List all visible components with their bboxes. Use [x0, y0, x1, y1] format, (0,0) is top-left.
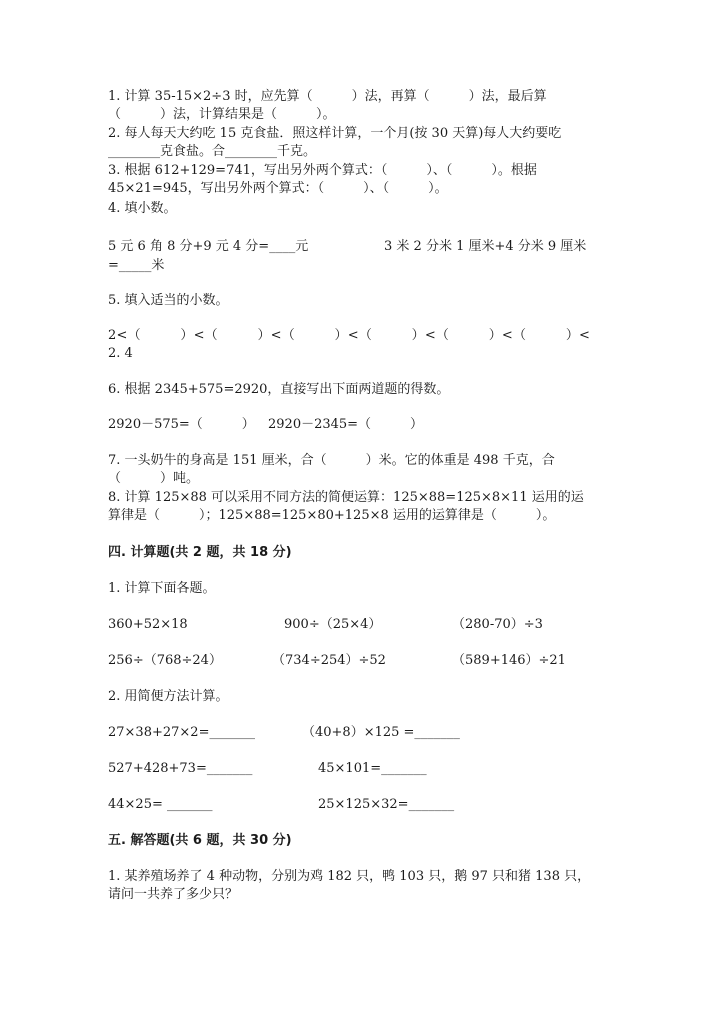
q8-line1: 8. 计算 125×88 可以采用不同方法的简便运算：125×88=125×8×11 运用的运 [108, 490, 584, 505]
calc-p2-r2-c2: 45×101=_______ [318, 761, 427, 776]
calc-p1-r1-c1: 360+52×18 [108, 617, 188, 632]
q3-line1: 3. 根据 612+129=741，写出另外两个算式：（ ）、（ ）。根据 [108, 163, 537, 178]
q2-line1: 2. 每人每天大约吃 15 克食盐．照这样计算，一个月(按 30 天算)每人大约要吃 [108, 126, 562, 141]
section-4-title: 四. 计算题(共 2 题，共 18 分) [108, 545, 292, 560]
q1-line1: 1. 计算 35-15×2÷3 时，应先算（ ）法，再算（ ）法，最后算 [108, 89, 547, 104]
q3-line2: 45×21=945，写出另外两个算式：（ ）、（ ）。 [108, 181, 448, 196]
q7-line1: 7. 一头奶牛的身高是 151 厘米，合（ ）米。它的体重是 498 千克，合 [108, 453, 555, 468]
calc-p2-title: 2. 用简便方法计算。 [108, 689, 229, 704]
calc-p2-r1-c2: （40+8）×125 =_______ [302, 725, 460, 740]
calc-p1-r2-c1: 256÷（768÷24） [108, 653, 222, 668]
calc-p1-r1-c3: （280-70）÷3 [452, 617, 543, 632]
q5-title: 5. 填入适当的小数。 [108, 293, 229, 308]
q1-line2: （ ）法，计算结果是（ ）。 [108, 107, 336, 122]
q8-line2: 算律是（ ）；125×88=125×80+125×8 运用的运算律是（ ）。 [108, 508, 556, 523]
calc-p2-r3-c2: 25×125×32=_______ [318, 797, 455, 812]
q4-item-b-cont: =_____米 [108, 258, 165, 273]
q7-line2: （ ）吨。 [108, 471, 200, 486]
calc-p1-r2-c2: （734÷254）÷52 [272, 653, 386, 668]
section-5-title: 五. 解答题(共 6 题，共 30 分) [108, 833, 292, 848]
q5-inequality-end: 2. 4 [108, 346, 133, 361]
calc-p1-title: 1. 计算下面各题。 [108, 581, 216, 596]
calc-p2-r3-c1: 44×25= _______ [108, 797, 213, 812]
q6-item-a: 2920－575=（ ） [108, 417, 255, 432]
q6-title: 6. 根据 2345+575=2920，直接写出下面两道题的得数。 [108, 382, 450, 397]
q5-inequality-row: 2<（ ）<（ ）<（ ）<（ ）<（ ）<（ ）< [108, 328, 591, 343]
word-problem-1-line1: 1. 某养殖场养了 4 种动物，分别为鸡 182 只，鸭 103 只，鹅 97 只和猪 138 只， [108, 869, 591, 884]
word-problem-1-line2: 请问一共养了多少只？ [108, 887, 239, 902]
calc-p2-r2-c1: 527+428+73=_______ [108, 761, 253, 776]
q6-item-b: 2920－2345=（ ） [268, 417, 424, 432]
q4-item-a: 5 元 6 角 8 分+9 元 4 分=____元 [108, 239, 309, 254]
calc-p2-r1-c1: 27×38+27×2=_______ [108, 725, 255, 740]
q4-title: 4. 填小数。 [108, 201, 177, 216]
q4-item-b: 3 米 2 分米 1 厘米+4 分米 9 厘米 [384, 239, 587, 254]
q2-line2: ________克食盐。合________千克。 [108, 144, 317, 159]
calc-p1-r1-c2: 900÷（25×4） [284, 617, 382, 632]
calc-p1-r2-c3: （589+146）÷21 [452, 653, 566, 668]
